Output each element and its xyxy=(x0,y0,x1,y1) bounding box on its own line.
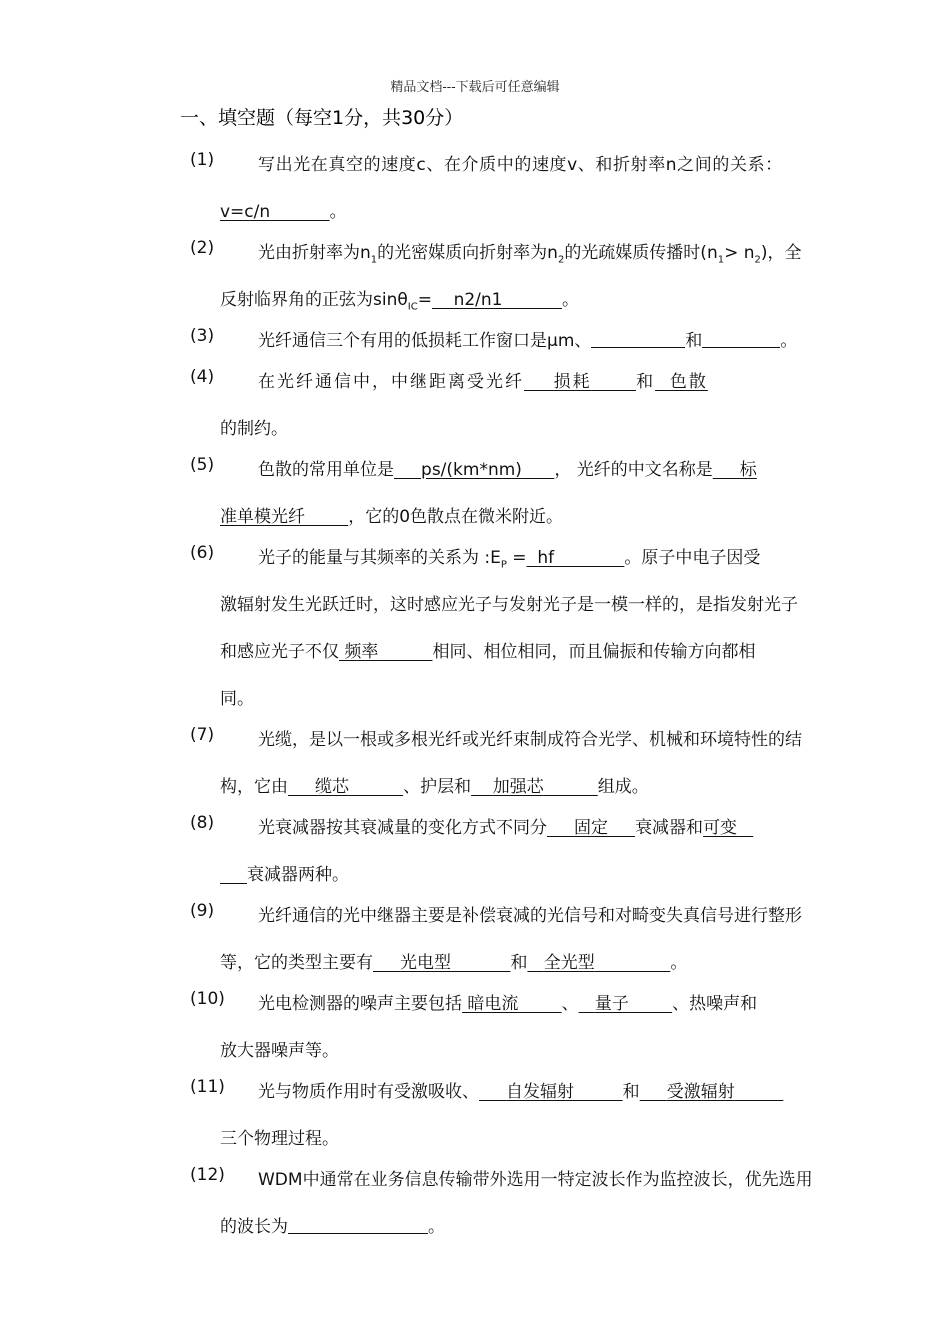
question-text: 三个物理过程。 xyxy=(220,1129,339,1149)
answer-blank xyxy=(220,865,247,885)
question-text: 光缆，是以一根或多根光纤或光纤束制成符合光学、机械和环境特性的结 xyxy=(258,730,802,750)
question-number: (5) xyxy=(190,455,215,475)
question-number: (11) xyxy=(190,1077,225,1097)
question-text: 激辐射发生光跃迁时，这时感应光子与发射光子是一模一样的，是指发射光子 xyxy=(220,595,798,615)
question-text: 构，它由 缆芯 、护层和 加强芯 组成。 xyxy=(220,777,649,797)
answer-blank xyxy=(288,1217,428,1234)
question-text: 放大器噪声等。 xyxy=(220,1041,339,1061)
answer-blank: 色散 xyxy=(669,372,708,392)
question-text: 光由折射率为$n_1$的光密媒质向折射率为$n_2$的光疏媒质传播时$(n_1> n_2)$，全 xyxy=(258,243,802,266)
question-text: 光子的能量与其频率的关系为 $:E_P$ = hf 。原子中电子因受 xyxy=(258,548,761,571)
question-text: 光纤通信三个有用的低损耗工作窗口是μm、 和 。 xyxy=(258,331,798,351)
answer-line: v=c/n 。 xyxy=(220,202,347,222)
answer-blank: 损耗 xyxy=(553,372,592,392)
answer-blank: v=c/n xyxy=(220,202,271,222)
question-number: (6) xyxy=(190,543,215,563)
answer-blank: 缆芯 xyxy=(315,777,350,797)
question-number: (10) xyxy=(190,989,225,1009)
question-number: (2) xyxy=(190,238,215,258)
answer-blank: hf xyxy=(537,548,555,568)
page-header: 精品文档---下载后可任意编辑 xyxy=(390,80,560,95)
answer-blank: 自发辐射 xyxy=(506,1082,575,1102)
question-text: 准单模光纤 ，它的0色散点在微米附近。 xyxy=(220,507,564,527)
answer-blank: 标 xyxy=(739,460,757,480)
question-text: 等，它的类型主要有 光电型 和 全光型 。 xyxy=(220,953,688,973)
answer-blank: 固定 xyxy=(574,818,609,838)
question-text: 光电检测器的噪声主要包括 暗电流 、 量子 、热噪声和 xyxy=(258,994,758,1014)
answer-blank: 准单模光纤 xyxy=(220,507,305,527)
answer-blank: 可变 xyxy=(703,818,738,838)
answer-blank xyxy=(702,331,780,348)
question-number: (1) xyxy=(190,150,215,170)
question-text: 光与物质作用时有受激吸收、 自发辐射 和 受激辐射 xyxy=(258,1077,783,1102)
question-number: (9) xyxy=(190,901,215,921)
question-text: 光纤通信的光中继器主要是补偿衰减的光信号和对畸变失真信号进行整形 xyxy=(258,906,802,926)
question-text: 的制约。 xyxy=(220,419,288,439)
answer-blank: ps/(km*nm) xyxy=(421,460,522,480)
answer-blank xyxy=(591,331,685,348)
question-text: 的波长为 。 xyxy=(220,1217,445,1237)
section-title: 一、填空题（每空1分，共30分） xyxy=(180,107,464,129)
question-text: 写出光在真空的速度c、在介质中的速度v、和折射率n之间的关系： xyxy=(258,155,783,175)
answer-blank: 光电型 xyxy=(400,953,452,973)
answer-blank: 频率 xyxy=(344,642,379,662)
question-text: 衰减器两种。 xyxy=(220,860,349,885)
question-number: (8) xyxy=(190,813,215,833)
answer-blank: 全光型 xyxy=(543,953,595,973)
question-text: 反射临界角的正弦为sinθ$_{IC}$= n2/n1 。 xyxy=(220,290,579,313)
answer-blank: 量子 xyxy=(594,994,629,1014)
question-text: 和感应光子不仅 频率 相同、相位相同，而且偏振和传输方向都相 xyxy=(220,642,756,662)
question-text: 光衰减器按其衰减量的变化方式不同分 固定 衰减器和可变 xyxy=(258,813,753,838)
answer-blank: 暗电流 xyxy=(467,994,519,1014)
question-text: WDM中通常在业务信息传输带外选用一特定波长作为监控波长，优先选用 xyxy=(258,1170,813,1190)
question-number: (12) xyxy=(190,1165,225,1185)
question-text: 在光纤通信中，中继距离受光纤 损耗 和 色散 xyxy=(258,372,708,392)
answer-blank: n2/n1 xyxy=(453,290,503,310)
question-text: 同。 xyxy=(220,689,254,709)
question-text: 色散的常用单位是 ps/(km*nm) ， 光纤的中文名称是 标 xyxy=(258,460,757,480)
question-number: (4) xyxy=(190,367,215,387)
answer-blank: 加强芯 xyxy=(492,777,544,797)
answer-blank: 受激辐射 xyxy=(666,1082,735,1102)
question-number: (3) xyxy=(190,326,215,346)
question-number: (7) xyxy=(190,725,215,745)
